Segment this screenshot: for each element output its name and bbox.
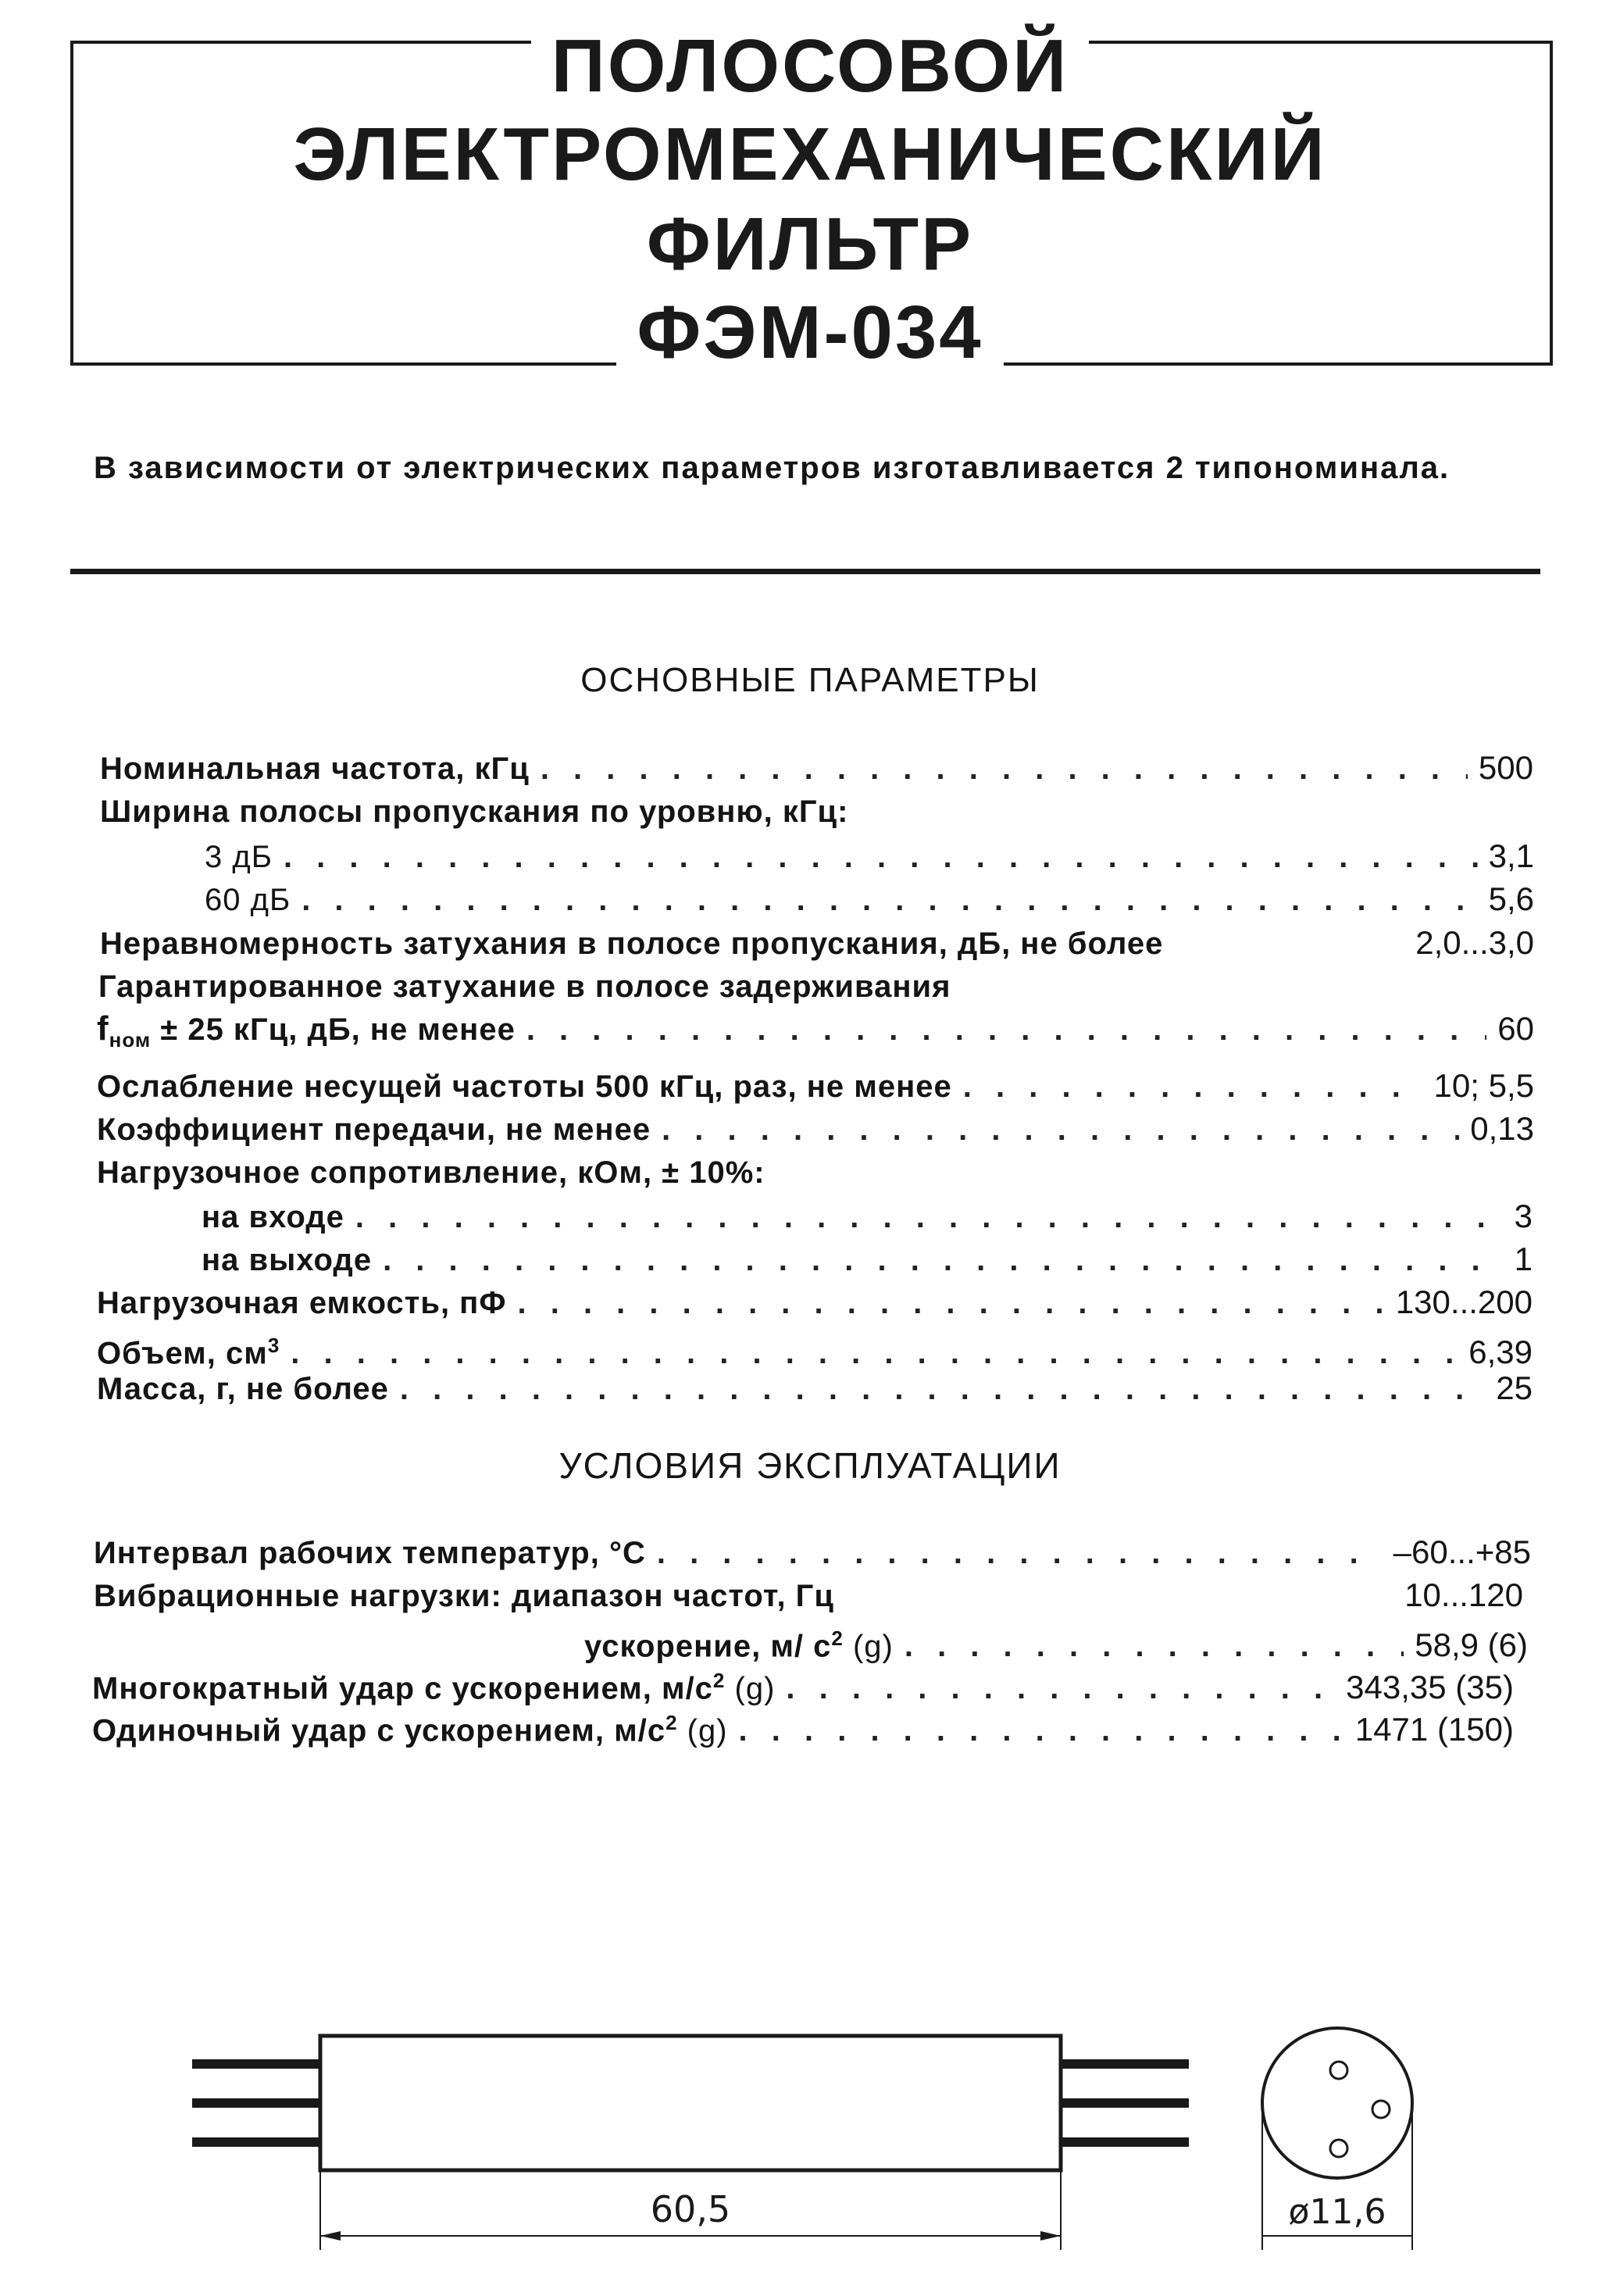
param-stopband: $f_{ном} \pm 25$ кГц, дБ, не менее . . . 60 bbox=[97, 1008, 1534, 1061]
title-line-4: ФЭМ-034 bbox=[0, 290, 1620, 376]
param-bw-60db: 60 дБ . . . 5,6 bbox=[205, 878, 1534, 921]
diameter-dimension: ø11,6 bbox=[1288, 2192, 1386, 2232]
op-single-shock: Одиночный удар с ускорением, $м/с^2$ (g) . . . 1471 (150) bbox=[92, 1701, 1514, 1751]
filter-body bbox=[320, 2036, 1061, 2170]
op-vib-freq: Вибрационные нагрузки: диапазон частот, Гц 10...120 bbox=[94, 1576, 1523, 1613]
param-load-out: на выходе . . . 1 bbox=[202, 1238, 1533, 1281]
param-stopband-header: Гарантированное затухание в полосе задерживания bbox=[98, 969, 951, 1004]
param-transfer: Коэффициент передачи, не менее . . . 0,13 bbox=[97, 1108, 1534, 1151]
intro-text: В зависимости от электрических параметров изготавливается 2 типономинала. bbox=[94, 451, 1451, 485]
arrow-left bbox=[320, 2231, 341, 2241]
length-dimension: 60,5 bbox=[650, 2188, 731, 2230]
param-mass: Масса, г, не более . . . 25 bbox=[97, 1367, 1533, 1410]
filter-drawing bbox=[0, 2000, 1620, 2289]
title-line-1: ПОЛОСОВОЙ bbox=[0, 23, 1620, 109]
title-line-2: ЭЛЕКТРОМЕХАНИЧЕСКИЙ bbox=[293, 112, 1327, 196]
divider bbox=[70, 569, 1540, 574]
operating-heading: УСЛОВИЯ ЭКСПЛУАТАЦИИ bbox=[558, 1445, 1062, 1486]
end-pin-3 bbox=[1330, 2140, 1347, 2157]
param-volume: Объем, $см^3$ . . . 6,39 bbox=[97, 1324, 1533, 1374]
param-load-in: на входе . . . 3 bbox=[202, 1195, 1533, 1238]
param-capacitance: Нагрузочная емкость, пФ . . . 130...200 bbox=[97, 1281, 1533, 1324]
end-view-circle bbox=[1262, 2028, 1412, 2178]
param-load-header: Нагрузочное сопротивление, кОм, ± 10%: bbox=[97, 1155, 765, 1190]
param-bw-3db: 3 дБ . . . 3,1 bbox=[205, 835, 1534, 878]
op-temp: Интервал рабочих температур, °С . . . –60...+85 bbox=[94, 1531, 1531, 1574]
end-pin-1 bbox=[1330, 2062, 1347, 2079]
param-ripple: Неравномерность затухания в полосе пропускания, дБ, не более 2,0...3,0 bbox=[100, 924, 1534, 961]
param-nominal-freq: Номинальная частота, кГц . . . 500 bbox=[100, 747, 1533, 790]
op-multi-shock: Многократный удар с ускорением, $м/с^2$ (g) . . . 343,35 (35) bbox=[92, 1659, 1514, 1709]
param-bandwidth-header: Ширина полосы пропускания по уровню, кГц: bbox=[100, 794, 849, 829]
end-pin-2 bbox=[1372, 2101, 1390, 2118]
arrow-right bbox=[1040, 2231, 1061, 2241]
title-line-3: ФИЛЬТР bbox=[646, 202, 974, 286]
param-carrier: Ослабление несущей частоты 500 кГц, раз, не менее . . . 10; 5,5 bbox=[97, 1065, 1534, 1108]
main-params-heading: ОСНОВНЫЕ ПАРАМЕТРЫ bbox=[580, 661, 1040, 699]
op-vib-acc: ускорение, м/ $с^2$ (g) . . . 58,9 (6) bbox=[584, 1617, 1528, 1667]
